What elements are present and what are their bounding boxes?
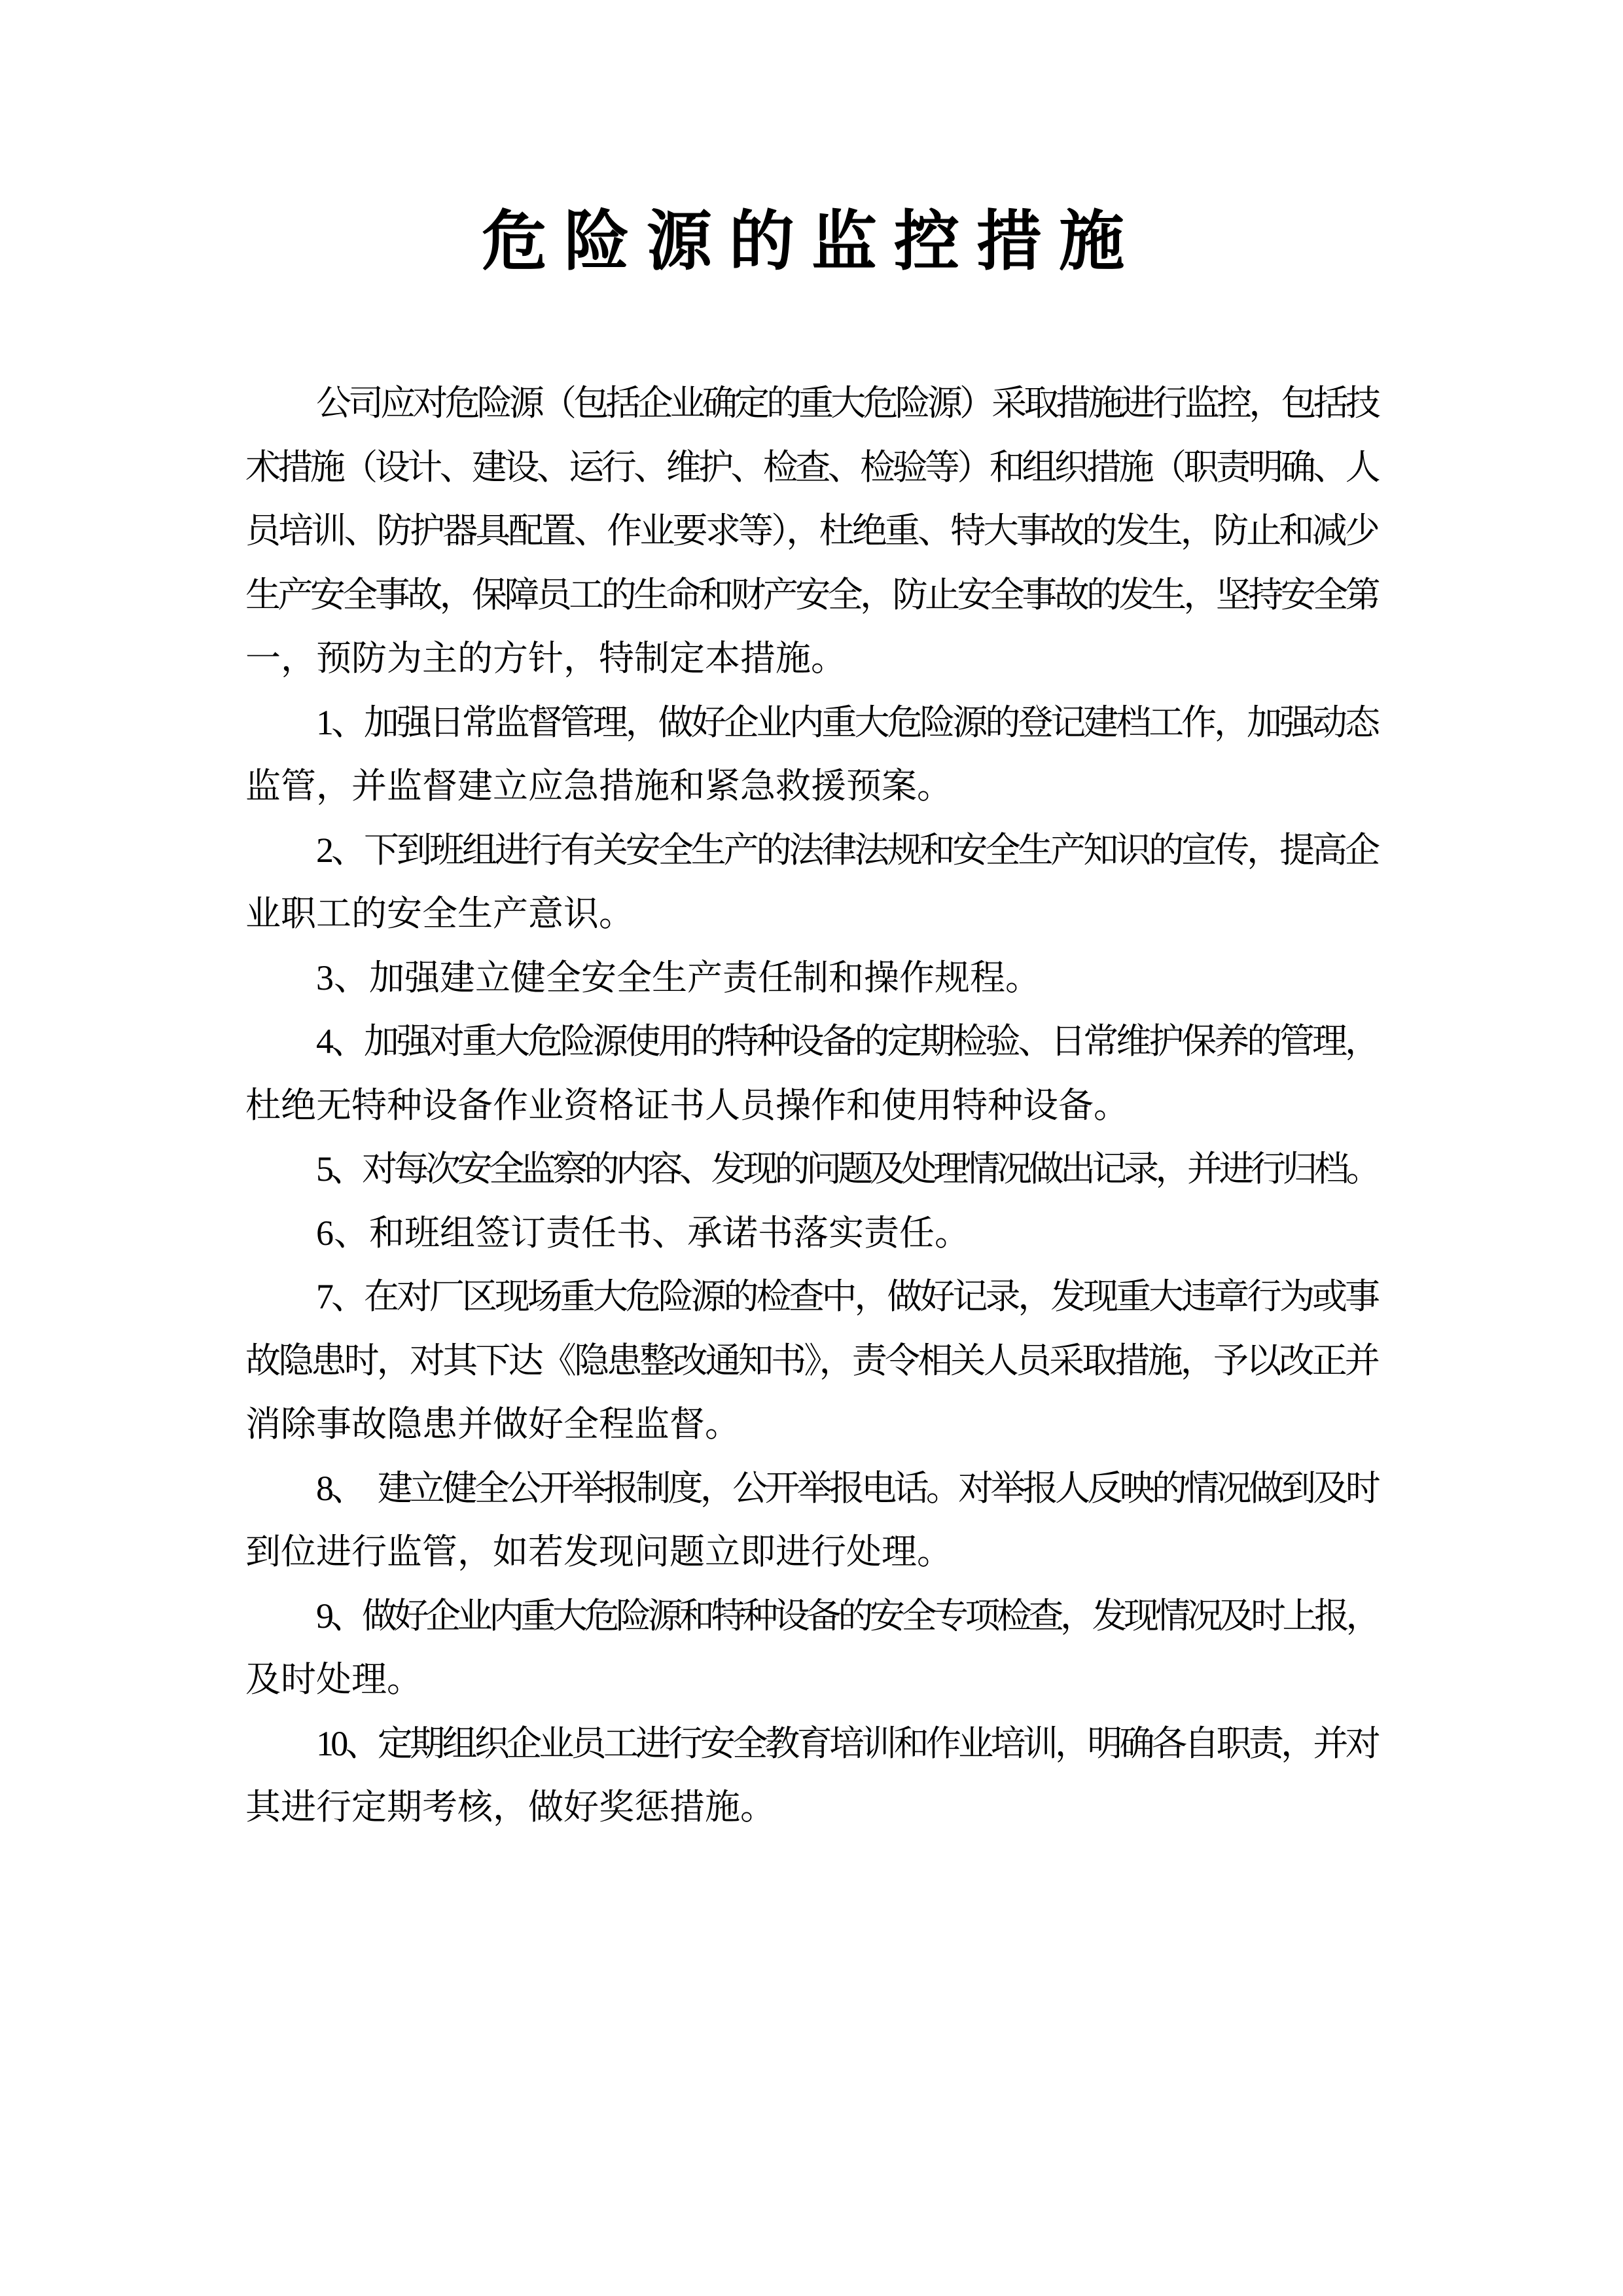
text-line: 10、定期组织企业员工进行安全教育培训和作业培训，明确各自职责，并对 [316, 1723, 1378, 1763]
text-line: 7、在对厂区现场重大危险源的检查中，做好记录，发现重大违章行为或事 [316, 1277, 1378, 1316]
text-line: 故隐患时，对其下达《隐患整改通知书》，责令相关人员采取措施，予以改正并 [245, 1340, 1378, 1380]
text-line: 9、做好企业内重大危险源和特种设备的安全专项检查，发现情况及时上报， [316, 1596, 1378, 1636]
text-line: 到位进行监管，如若发现问题立即进行处理。 [245, 1532, 952, 1571]
text-line: 4、加强对重大危险源使用的特种设备的定期检验、日常维护保养的管理， [316, 1022, 1378, 1061]
text-line: 业职工的安全生产意识。 [245, 894, 634, 933]
text-line: 杜绝无特种设备作业资格证书人员操作和使用特种设备。 [245, 1085, 1129, 1125]
text-line: 5、对每次安全监察的内容、发现的问题及处理情况做出记录，并进行归档。 [316, 1149, 1378, 1189]
text-line: 生产安全事故，保障员工的生命和财产安全，防止安全事故的发生，坚持安全第 [245, 575, 1378, 615]
document-title: 危险源的监控措施 [482, 206, 1141, 278]
text-line: 2、下到班组进行有关安全生产的法律法规和安全生产知识的宣传，提高企 [316, 830, 1378, 870]
text-line: 消除事故隐患并做好全程监督。 [245, 1405, 740, 1444]
text-line: 员培训、防护器具配置、作业要求等），杜绝重、特大事故的发生，防止和减少 [245, 511, 1378, 550]
text-line: 公司应对危险源（包括企业确定的重大危险源）采取措施进行监控，包括技 [316, 384, 1378, 423]
text-line: 监管，并监督建立应急措施和紧急救援预案。 [245, 766, 952, 806]
text-line: 其进行定期考核，做好奖惩措施。 [245, 1787, 776, 1827]
text-line: 6、和班组签订责任书、承诺书落实责任。 [316, 1213, 970, 1253]
text-line: 术措施（设计、建设、运行、维护、检查、检验等）和组织措施（职责明确、人 [245, 447, 1378, 487]
document-body [245, 372, 1378, 1840]
text-line: 8、 建立健全公开举报制度，公开举报电话。对举报人反映的情况做到及时 [316, 1468, 1378, 1508]
text-line: 1、加强日常监督管理，做好企业内重大危险源的登记建档工作，加强动态 [316, 702, 1378, 742]
text-line: 3、加强建立健全安全生产责任制和操作规程。 [316, 958, 1041, 997]
text-line: 一，预防为主的方针，特制定本措施。 [245, 639, 846, 678]
text-line: 及时处理。 [245, 1660, 422, 1699]
